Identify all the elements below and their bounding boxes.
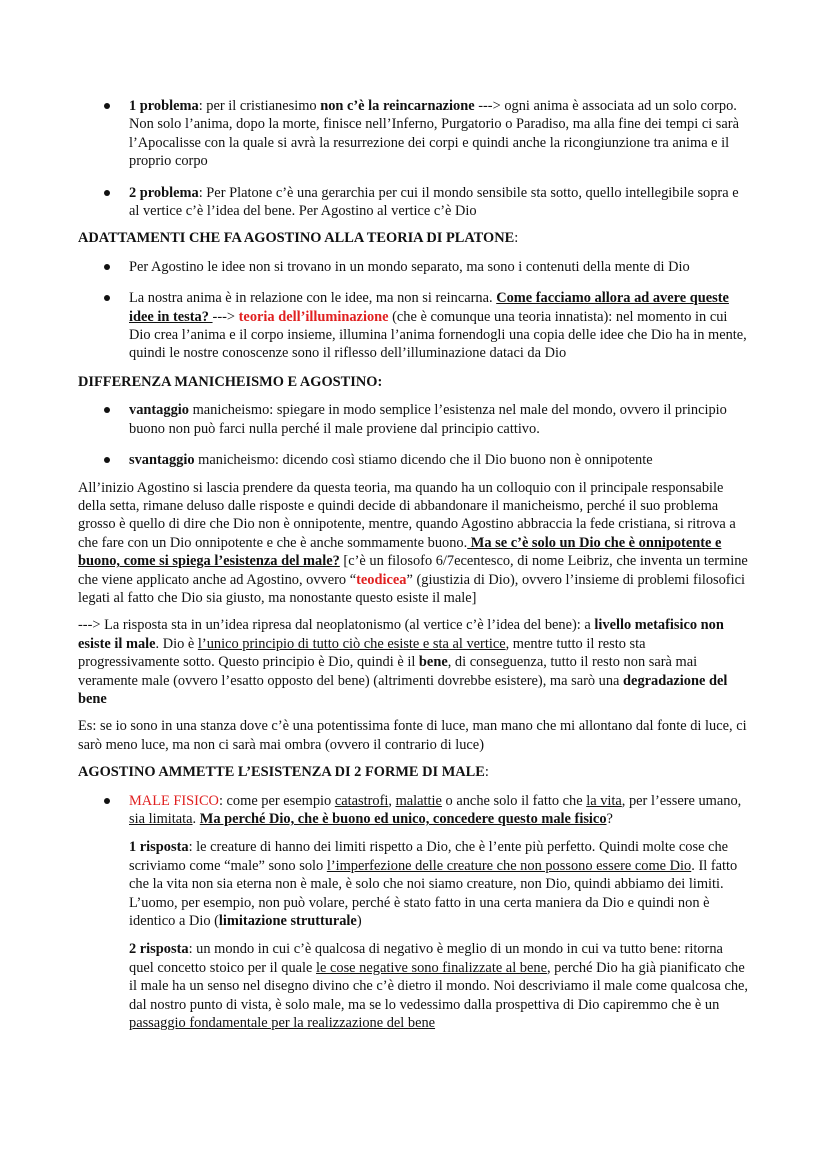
risposta-1-text-b: . Il fatto che la vita non sia eterna non è male, è solo che noi siamo creature, non Dio, quindi abbiamo dei limiti. L’uomo, per esempio, non può volare, perché è stato fatto in una certa maniera da Dio e quindi non è identico a Dio (	[129, 857, 738, 930]
problem-item-2	[78, 184, 750, 221]
degradazione-bold: degradazione del bene	[78, 672, 728, 707]
risposta-1-text-a: : le creature di hanno dei limiti rispetto a Dio, che è l’ente più perfetto. Quindi molte cose che scriviamo come “male” sono solo	[129, 839, 729, 874]
malattie-underline: malattie	[395, 792, 442, 809]
problem-1-label: 1 problema	[129, 98, 199, 114]
vantaggio-text: manicheismo: spiegare in modo semplice l’esistenza nel male del mondo, ovvero il principio buono non può farci nulla perché il male proviene dal principio cattivo.	[129, 402, 727, 437]
unico-principio-underline: l’unico principio di tutto ciò che esiste e sta al vertice	[197, 635, 506, 652]
male-question: Ma se c’è solo un Dio che è onnipotente e buono, come si spiega l’esistenza del male?	[78, 534, 722, 570]
male-fisico-text-d: .	[192, 811, 200, 827]
differenza-item-vantaggio	[78, 401, 750, 438]
svantaggio-text: manicheismo: dicendo così stiamo dicendo che il Dio buono non è onnipotente	[194, 452, 653, 469]
risposta-1-label: 1 risposta	[129, 839, 189, 856]
limitazione-strutturale-bold: limitazione strutturale	[218, 913, 357, 930]
heading-forme-colon: :	[484, 764, 489, 781]
paragraph-esempio: Es: se io sono in una stanza dove c’è una potentissima fonte di luce, man mano che mi allontano dal fonte di luce, ci sarò meno luce, ma non ci sarà mai ombra (ovvero il contrario di luce)	[78, 718, 747, 753]
problem-item-1	[78, 97, 750, 171]
heading-adattamenti-colon: :	[514, 230, 519, 247]
livello-metafisico-bold: livello metafisico non esiste il male	[78, 617, 724, 652]
para1-text-a: All’inizio Agostino si lascia prendere da questa teoria, ma quando ha un colloquio con il principale responsabile della setta, rimane deluso dalle risposte e quindi decide di abbandonare il manicheismo, perché il suo problema grosso è quello di dire che Dio non è onnipotente, mentre, quando Agostino abbraccia la fede cristiana, si ritrova a che fare con un Dio onnipotente e che è anche sommamente buono.	[78, 479, 736, 551]
heading-differenza: DIFFERENZA MANICHEISMO E AGOSTINO:	[78, 373, 383, 390]
heading-adattamenti-text: ADATTAMENTI CHE FA AGOSTINO ALLA TEORIA DI PLATONE	[78, 230, 515, 247]
bene-bold: bene	[418, 654, 448, 671]
problem-1-text-b: ---> ogni anima è associata ad un solo corpo. Non solo l’anima, dopo la morte, finisce nell’Inferno, Purgatorio o Paradiso, ma alla fine dei tempi ci sarà l’Apocalisse con la quale si avrà la resurrezione dei corpi e quindi anche la ricongiunzione tra anima e il proprio corpo	[129, 98, 739, 170]
document-page	[78, 97, 750, 1032]
problem-1-text-a: : per il cristianesimo	[198, 98, 321, 114]
problem-2-label: 2 problema	[129, 184, 199, 201]
cose-negative-underline: le cose negative sono finalizzate al bene	[316, 959, 547, 976]
adattamenti-list	[78, 258, 750, 363]
risposta-1	[78, 838, 750, 930]
paragraph-neoplatonismo	[78, 616, 750, 708]
paragraph-manicheismo	[78, 479, 750, 608]
forme-list	[78, 792, 750, 829]
para1-text-b: [c’è un filosofo 6/7ecentesco, di nome Leibriz, che inventa un termine che viene applicato anche ad Agostino, ovvero “	[78, 553, 748, 588]
heading-forme-male	[78, 763, 750, 781]
male-fisico-text-b: o anche solo il fatto che	[441, 792, 587, 809]
adattamenti-item-2-text-a: La nostra anima è in relazione con le idee, ma non si reincarna.	[129, 290, 497, 307]
male-fisico-text-a: : come per esempio	[218, 792, 335, 809]
risposta-2	[78, 940, 750, 1032]
sia-limitata-underline: sia limitata	[129, 811, 193, 827]
catastrofi-underline: catastrofi	[334, 792, 389, 809]
male-fisico-text-c: , per l’essere umano,	[621, 792, 742, 809]
illumination-question: Come facciamo allora ad avere queste idee in testa?	[129, 290, 729, 325]
male-fisico-label: MALE FISICO	[129, 792, 219, 809]
adattamenti-item-2	[78, 289, 750, 363]
male-fisico-question: Ma perché Dio, che è buono ed unico, concedere questo male fisico	[199, 811, 607, 827]
para2-text-b: . Dio è	[155, 635, 198, 652]
teodicea-term: teodicea	[356, 571, 407, 588]
male-fisico-end: ?	[606, 811, 613, 827]
heading-forme-text: AGOSTINO AMMETTE L’ESISTENZA DI 2 FORME DI MALE	[78, 764, 485, 781]
differenza-list	[78, 401, 750, 469]
adattamenti-arrow: --->	[212, 308, 239, 325]
la-vita-underline: la vita	[586, 792, 622, 809]
risposta-1-text-c: )	[356, 913, 362, 930]
para1-text-c: ” (giustizia di Dio), ovvero l’insieme di problemi filosofici legati al fatto che Dio sia giusto, ma nonostante questo esiste il male]	[78, 571, 745, 606]
male-fisico-comma: ,	[388, 792, 396, 809]
problem-1-bold: non c’è la reincarnazione	[320, 98, 475, 114]
para2-text-c: , mentre tutto il resto sta progressivamente sotto. Questo principio è Dio, quindi è il	[78, 635, 646, 671]
para2-text-d: , di conseguenza, tutto il resto non sarà mai veramente male (ovvero l’esatto opposto del bene) (altrimenti dovrebbe esistere), ma sarò una	[78, 654, 698, 689]
teoria-illuminazione-term: teoria dell’illuminazione	[238, 308, 389, 325]
problem-2-text: : Per Platone c’è una gerarchia per cui il mondo sensibile sta sotto, quello intellegibile sopra e al vertice c’è l’idea del bene. Per Agostino al vertice c’è Dio	[129, 184, 739, 220]
risposta-2-text-a: : un mondo in cui c’è qualcosa di negativo è meglio di un mondo in cui va tutto bene: ritorna quel concetto stoico per il quale	[129, 941, 723, 976]
svantaggio-label: svantaggio	[129, 452, 195, 469]
passaggio-fondamentale-underline: passaggio fondamentale per la realizzazione del bene	[129, 1015, 436, 1032]
vantaggio-label: vantaggio	[129, 402, 189, 419]
male-fisico-item	[78, 792, 750, 829]
adattamenti-item-2-text-b: (che è comunque una teoria innatista): nel momento in cui Dio crea l’anima e il corpo insieme, illumina l’anima fornendogli una copia delle idee che Dio ha in mente, quindi le nostre conoscenze sono il riflesso dell’illuminazione dataci da Dio	[129, 308, 747, 362]
risposta-2-text-b: , perché Dio ha già pianificato che il male ha un senso nel disegno divino che c’è dietro il mondo. Noi descriviamo il male come qualcosa che, dal nostro punto di vista, è solo male, ma se lo vedessimo dalla prospettiva di Dio capiremmo che è un	[129, 959, 749, 1013]
risposta-2-label: 2 risposta	[129, 941, 189, 958]
imperfezione-underline: l’imperfezione delle creature che non possono essere come Dio	[326, 857, 692, 874]
adattamenti-item-1-text: Per Agostino le idee non si trovano in un mondo separato, ma sono i contenuti della mente di Dio	[129, 258, 690, 275]
heading-adattamenti	[78, 229, 750, 247]
differenza-item-svantaggio	[78, 451, 750, 469]
para2-text-a: ---> La risposta sta in un’idea ripresa dal neoplatonismo (al vertice c’è l’idea del bene): a	[78, 617, 595, 634]
adattamenti-item-1	[78, 258, 750, 276]
problems-list	[78, 97, 750, 220]
